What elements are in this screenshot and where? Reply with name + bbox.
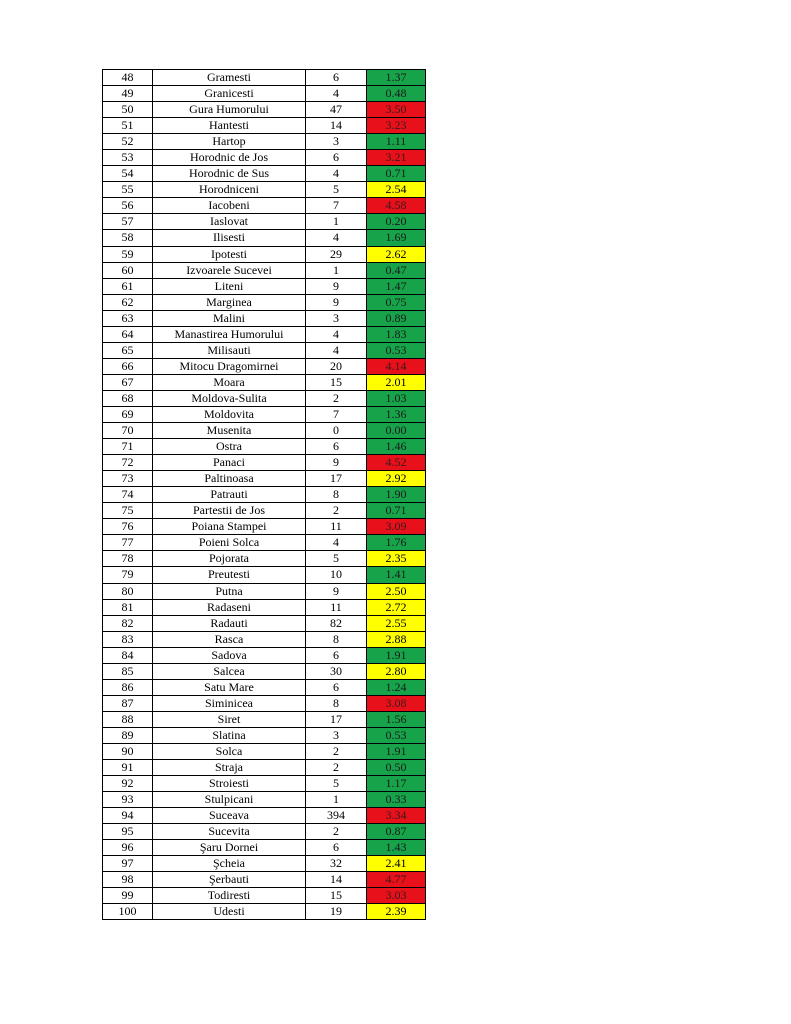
locality-name-cell: Udesti	[153, 904, 306, 920]
count-cell: 6	[306, 70, 367, 86]
row-number-cell: 93	[103, 792, 153, 808]
count-cell: 2	[306, 824, 367, 840]
locality-name-cell: Moldovita	[153, 406, 306, 422]
count-cell: 5	[306, 182, 367, 198]
table-row	[103, 503, 426, 519]
row-number-cell: 68	[103, 390, 153, 406]
locality-name-cell: Satu Mare	[153, 679, 306, 695]
value-cell: 1.91	[367, 647, 426, 663]
table-body	[103, 70, 426, 920]
locality-name-cell: Milisauti	[153, 342, 306, 358]
table-row	[103, 872, 426, 888]
count-cell: 4	[306, 230, 367, 246]
row-number-cell: 56	[103, 198, 153, 214]
value-cell: 1.37	[367, 70, 426, 86]
value-cell: 1.43	[367, 840, 426, 856]
row-number-cell: 59	[103, 246, 153, 262]
locality-name-cell: Gura Humorului	[153, 102, 306, 118]
value-cell: 3.08	[367, 695, 426, 711]
table-row	[103, 615, 426, 631]
table-row	[103, 904, 426, 920]
count-cell: 11	[306, 519, 367, 535]
locality-name-cell: Liteni	[153, 278, 306, 294]
locality-name-cell: Hartop	[153, 134, 306, 150]
table-row	[103, 567, 426, 583]
count-cell: 8	[306, 631, 367, 647]
value-cell: 0.87	[367, 824, 426, 840]
count-cell: 14	[306, 118, 367, 134]
locality-name-cell: Şerbauti	[153, 872, 306, 888]
locality-name-cell: Todiresti	[153, 888, 306, 904]
row-number-cell: 52	[103, 134, 153, 150]
value-cell: 0.71	[367, 503, 426, 519]
count-cell: 1	[306, 792, 367, 808]
row-number-cell: 63	[103, 310, 153, 326]
value-cell: 2.72	[367, 599, 426, 615]
locality-name-cell: Iacobeni	[153, 198, 306, 214]
value-cell: 3.03	[367, 888, 426, 904]
count-cell: 1	[306, 262, 367, 278]
value-cell: 2.39	[367, 904, 426, 920]
table-row	[103, 599, 426, 615]
value-cell: 1.24	[367, 679, 426, 695]
count-cell: 19	[306, 904, 367, 920]
value-cell: 1.76	[367, 535, 426, 551]
row-number-cell: 73	[103, 471, 153, 487]
count-cell: 7	[306, 198, 367, 214]
value-cell: 0.00	[367, 423, 426, 439]
count-cell: 11	[306, 599, 367, 615]
row-number-cell: 85	[103, 663, 153, 679]
row-number-cell: 67	[103, 374, 153, 390]
count-cell: 0	[306, 423, 367, 439]
row-number-cell: 90	[103, 743, 153, 759]
row-number-cell: 54	[103, 166, 153, 182]
value-cell: 1.11	[367, 134, 426, 150]
table-row	[103, 423, 426, 439]
row-number-cell: 82	[103, 615, 153, 631]
value-cell: 2.41	[367, 856, 426, 872]
count-cell: 47	[306, 102, 367, 118]
row-number-cell: 87	[103, 695, 153, 711]
count-cell: 6	[306, 679, 367, 695]
locality-name-cell: Musenita	[153, 423, 306, 439]
count-cell: 2	[306, 760, 367, 776]
locality-name-cell: Stulpicani	[153, 792, 306, 808]
locality-name-cell: Ipotesti	[153, 246, 306, 262]
table-row	[103, 631, 426, 647]
count-cell: 8	[306, 487, 367, 503]
locality-name-cell: Solca	[153, 743, 306, 759]
value-cell: 3.09	[367, 519, 426, 535]
locality-name-cell: Sucevita	[153, 824, 306, 840]
table-row	[103, 760, 426, 776]
count-cell: 6	[306, 647, 367, 663]
row-number-cell: 48	[103, 70, 153, 86]
value-cell: 2.50	[367, 583, 426, 599]
table-row	[103, 583, 426, 599]
count-cell: 32	[306, 856, 367, 872]
count-cell: 9	[306, 278, 367, 294]
count-cell: 4	[306, 86, 367, 102]
value-cell: 1.17	[367, 776, 426, 792]
table-row	[103, 118, 426, 134]
row-number-cell: 65	[103, 342, 153, 358]
count-cell: 20	[306, 358, 367, 374]
table-row	[103, 230, 426, 246]
count-cell: 17	[306, 471, 367, 487]
row-number-cell: 72	[103, 455, 153, 471]
locality-name-cell: Ostra	[153, 439, 306, 455]
count-cell: 6	[306, 840, 367, 856]
row-number-cell: 86	[103, 679, 153, 695]
locality-name-cell: Salcea	[153, 663, 306, 679]
row-number-cell: 75	[103, 503, 153, 519]
table-row	[103, 888, 426, 904]
table-row	[103, 70, 426, 86]
table-row	[103, 102, 426, 118]
row-number-cell: 64	[103, 326, 153, 342]
table-row	[103, 535, 426, 551]
count-cell: 1	[306, 214, 367, 230]
value-cell: 2.62	[367, 246, 426, 262]
row-number-cell: 76	[103, 519, 153, 535]
locality-name-cell: Poiana Stampei	[153, 519, 306, 535]
row-number-cell: 51	[103, 118, 153, 134]
table-row	[103, 326, 426, 342]
table-row	[103, 294, 426, 310]
row-number-cell: 69	[103, 406, 153, 422]
table-row	[103, 792, 426, 808]
count-cell: 17	[306, 711, 367, 727]
table-row	[103, 342, 426, 358]
count-cell: 2	[306, 503, 367, 519]
table-row	[103, 647, 426, 663]
table-row	[103, 679, 426, 695]
value-cell: 4.14	[367, 358, 426, 374]
row-number-cell: 83	[103, 631, 153, 647]
count-cell: 14	[306, 872, 367, 888]
count-cell: 82	[306, 615, 367, 631]
row-number-cell: 61	[103, 278, 153, 294]
locality-name-cell: Patrauti	[153, 487, 306, 503]
locality-name-cell: Gramesti	[153, 70, 306, 86]
locality-name-cell: Siret	[153, 711, 306, 727]
locality-name-cell: Granicesti	[153, 86, 306, 102]
count-cell: 9	[306, 583, 367, 599]
table-row	[103, 214, 426, 230]
locality-name-cell: Rasca	[153, 631, 306, 647]
value-cell: 0.33	[367, 792, 426, 808]
value-cell: 1.69	[367, 230, 426, 246]
table-row	[103, 262, 426, 278]
table-row	[103, 358, 426, 374]
row-number-cell: 57	[103, 214, 153, 230]
count-cell: 5	[306, 551, 367, 567]
value-cell: 2.35	[367, 551, 426, 567]
value-cell: 1.90	[367, 487, 426, 503]
table-row	[103, 182, 426, 198]
value-cell: 1.46	[367, 439, 426, 455]
locality-name-cell: Şaru Dornei	[153, 840, 306, 856]
table-row	[103, 808, 426, 824]
value-cell: 2.54	[367, 182, 426, 198]
table-row	[103, 824, 426, 840]
row-number-cell: 49	[103, 86, 153, 102]
value-cell: 0.47	[367, 262, 426, 278]
table-row	[103, 166, 426, 182]
row-number-cell: 96	[103, 840, 153, 856]
value-cell: 2.88	[367, 631, 426, 647]
value-cell: 2.01	[367, 374, 426, 390]
count-cell: 15	[306, 374, 367, 390]
row-number-cell: 98	[103, 872, 153, 888]
value-cell: 4.77	[367, 872, 426, 888]
locality-name-cell: Partestii de Jos	[153, 503, 306, 519]
row-number-cell: 80	[103, 583, 153, 599]
count-cell: 4	[306, 166, 367, 182]
count-cell: 4	[306, 326, 367, 342]
row-number-cell: 78	[103, 551, 153, 567]
value-cell: 1.83	[367, 326, 426, 342]
table-row	[103, 455, 426, 471]
table-row	[103, 439, 426, 455]
table-row	[103, 310, 426, 326]
table-row	[103, 551, 426, 567]
value-cell: 1.36	[367, 406, 426, 422]
locality-name-cell: Straja	[153, 760, 306, 776]
count-cell: 2	[306, 743, 367, 759]
count-cell: 9	[306, 455, 367, 471]
row-number-cell: 60	[103, 262, 153, 278]
value-cell: 3.50	[367, 102, 426, 118]
value-cell: 3.34	[367, 808, 426, 824]
value-cell: 1.03	[367, 390, 426, 406]
value-cell: 4.52	[367, 455, 426, 471]
table-row	[103, 727, 426, 743]
table-row	[103, 390, 426, 406]
row-number-cell: 55	[103, 182, 153, 198]
table-row	[103, 198, 426, 214]
row-number-cell: 71	[103, 439, 153, 455]
value-cell: 0.20	[367, 214, 426, 230]
count-cell: 10	[306, 567, 367, 583]
table-row	[103, 519, 426, 535]
table-row	[103, 856, 426, 872]
value-cell: 0.50	[367, 760, 426, 776]
locality-name-cell: Marginea	[153, 294, 306, 310]
value-cell: 3.23	[367, 118, 426, 134]
value-cell: 0.48	[367, 86, 426, 102]
row-number-cell: 91	[103, 760, 153, 776]
row-number-cell: 94	[103, 808, 153, 824]
row-number-cell: 100	[103, 904, 153, 920]
locality-name-cell: Mitocu Dragomirnei	[153, 358, 306, 374]
row-number-cell: 58	[103, 230, 153, 246]
count-cell: 9	[306, 294, 367, 310]
row-number-cell: 50	[103, 102, 153, 118]
count-cell: 3	[306, 727, 367, 743]
locality-name-cell: Siminicea	[153, 695, 306, 711]
value-cell: 0.53	[367, 342, 426, 358]
table-row	[103, 695, 426, 711]
locality-name-cell: Horodniceni	[153, 182, 306, 198]
value-cell: 1.56	[367, 711, 426, 727]
count-cell: 6	[306, 439, 367, 455]
locality-name-cell: Radauti	[153, 615, 306, 631]
row-number-cell: 84	[103, 647, 153, 663]
table-row	[103, 471, 426, 487]
table-row	[103, 840, 426, 856]
count-cell: 4	[306, 342, 367, 358]
value-cell: 4.58	[367, 198, 426, 214]
locality-name-cell: Horodnic de Sus	[153, 166, 306, 182]
table-row	[103, 86, 426, 102]
count-cell: 4	[306, 535, 367, 551]
locality-name-cell: Putna	[153, 583, 306, 599]
row-number-cell: 95	[103, 824, 153, 840]
count-cell: 5	[306, 776, 367, 792]
locality-name-cell: Manastirea Humorului	[153, 326, 306, 342]
value-cell: 3.21	[367, 150, 426, 166]
table-row	[103, 134, 426, 150]
count-cell: 394	[306, 808, 367, 824]
locality-name-cell: Suceava	[153, 808, 306, 824]
table-row	[103, 246, 426, 262]
count-cell: 8	[306, 695, 367, 711]
locality-name-cell: Paltinoasa	[153, 471, 306, 487]
locality-name-cell: Iaslovat	[153, 214, 306, 230]
table-row	[103, 776, 426, 792]
value-cell: 2.80	[367, 663, 426, 679]
table-row	[103, 150, 426, 166]
value-cell: 1.47	[367, 278, 426, 294]
count-cell: 2	[306, 390, 367, 406]
count-cell: 3	[306, 134, 367, 150]
row-number-cell: 99	[103, 888, 153, 904]
value-cell: 2.92	[367, 471, 426, 487]
locality-name-cell: Moara	[153, 374, 306, 390]
row-number-cell: 53	[103, 150, 153, 166]
row-number-cell: 70	[103, 423, 153, 439]
row-number-cell: 79	[103, 567, 153, 583]
row-number-cell: 88	[103, 711, 153, 727]
locality-name-cell: Stroiesti	[153, 776, 306, 792]
locality-name-cell: Poieni Solca	[153, 535, 306, 551]
locality-name-cell: Preutesti	[153, 567, 306, 583]
value-cell: 0.75	[367, 294, 426, 310]
table-row	[103, 711, 426, 727]
locality-name-cell: Izvoarele Sucevei	[153, 262, 306, 278]
row-number-cell: 66	[103, 358, 153, 374]
count-cell: 3	[306, 310, 367, 326]
row-number-cell: 74	[103, 487, 153, 503]
locality-name-cell: Ilisesti	[153, 230, 306, 246]
value-cell: 0.89	[367, 310, 426, 326]
locality-name-cell: Pojorata	[153, 551, 306, 567]
locality-name-cell: Hantesti	[153, 118, 306, 134]
locality-name-cell: Şcheia	[153, 856, 306, 872]
row-number-cell: 62	[103, 294, 153, 310]
count-cell: 6	[306, 150, 367, 166]
value-cell: 2.55	[367, 615, 426, 631]
value-cell: 1.91	[367, 743, 426, 759]
row-number-cell: 77	[103, 535, 153, 551]
count-cell: 29	[306, 246, 367, 262]
value-cell: 0.53	[367, 727, 426, 743]
table-row	[103, 278, 426, 294]
row-number-cell: 89	[103, 727, 153, 743]
table-row	[103, 406, 426, 422]
table-row	[103, 663, 426, 679]
table-row	[103, 487, 426, 503]
table-row	[103, 743, 426, 759]
row-number-cell: 92	[103, 776, 153, 792]
table-row	[103, 374, 426, 390]
value-cell: 0.71	[367, 166, 426, 182]
row-number-cell: 81	[103, 599, 153, 615]
locality-name-cell: Moldova-Sulita	[153, 390, 306, 406]
locality-name-cell: Sadova	[153, 647, 306, 663]
value-cell: 1.41	[367, 567, 426, 583]
count-cell: 30	[306, 663, 367, 679]
row-number-cell: 97	[103, 856, 153, 872]
locality-name-cell: Panaci	[153, 455, 306, 471]
locality-name-cell: Radaseni	[153, 599, 306, 615]
count-cell: 15	[306, 888, 367, 904]
locality-name-cell: Slatina	[153, 727, 306, 743]
locality-name-cell: Malini	[153, 310, 306, 326]
locality-name-cell: Horodnic de Jos	[153, 150, 306, 166]
count-cell: 7	[306, 406, 367, 422]
data-table	[102, 69, 426, 920]
